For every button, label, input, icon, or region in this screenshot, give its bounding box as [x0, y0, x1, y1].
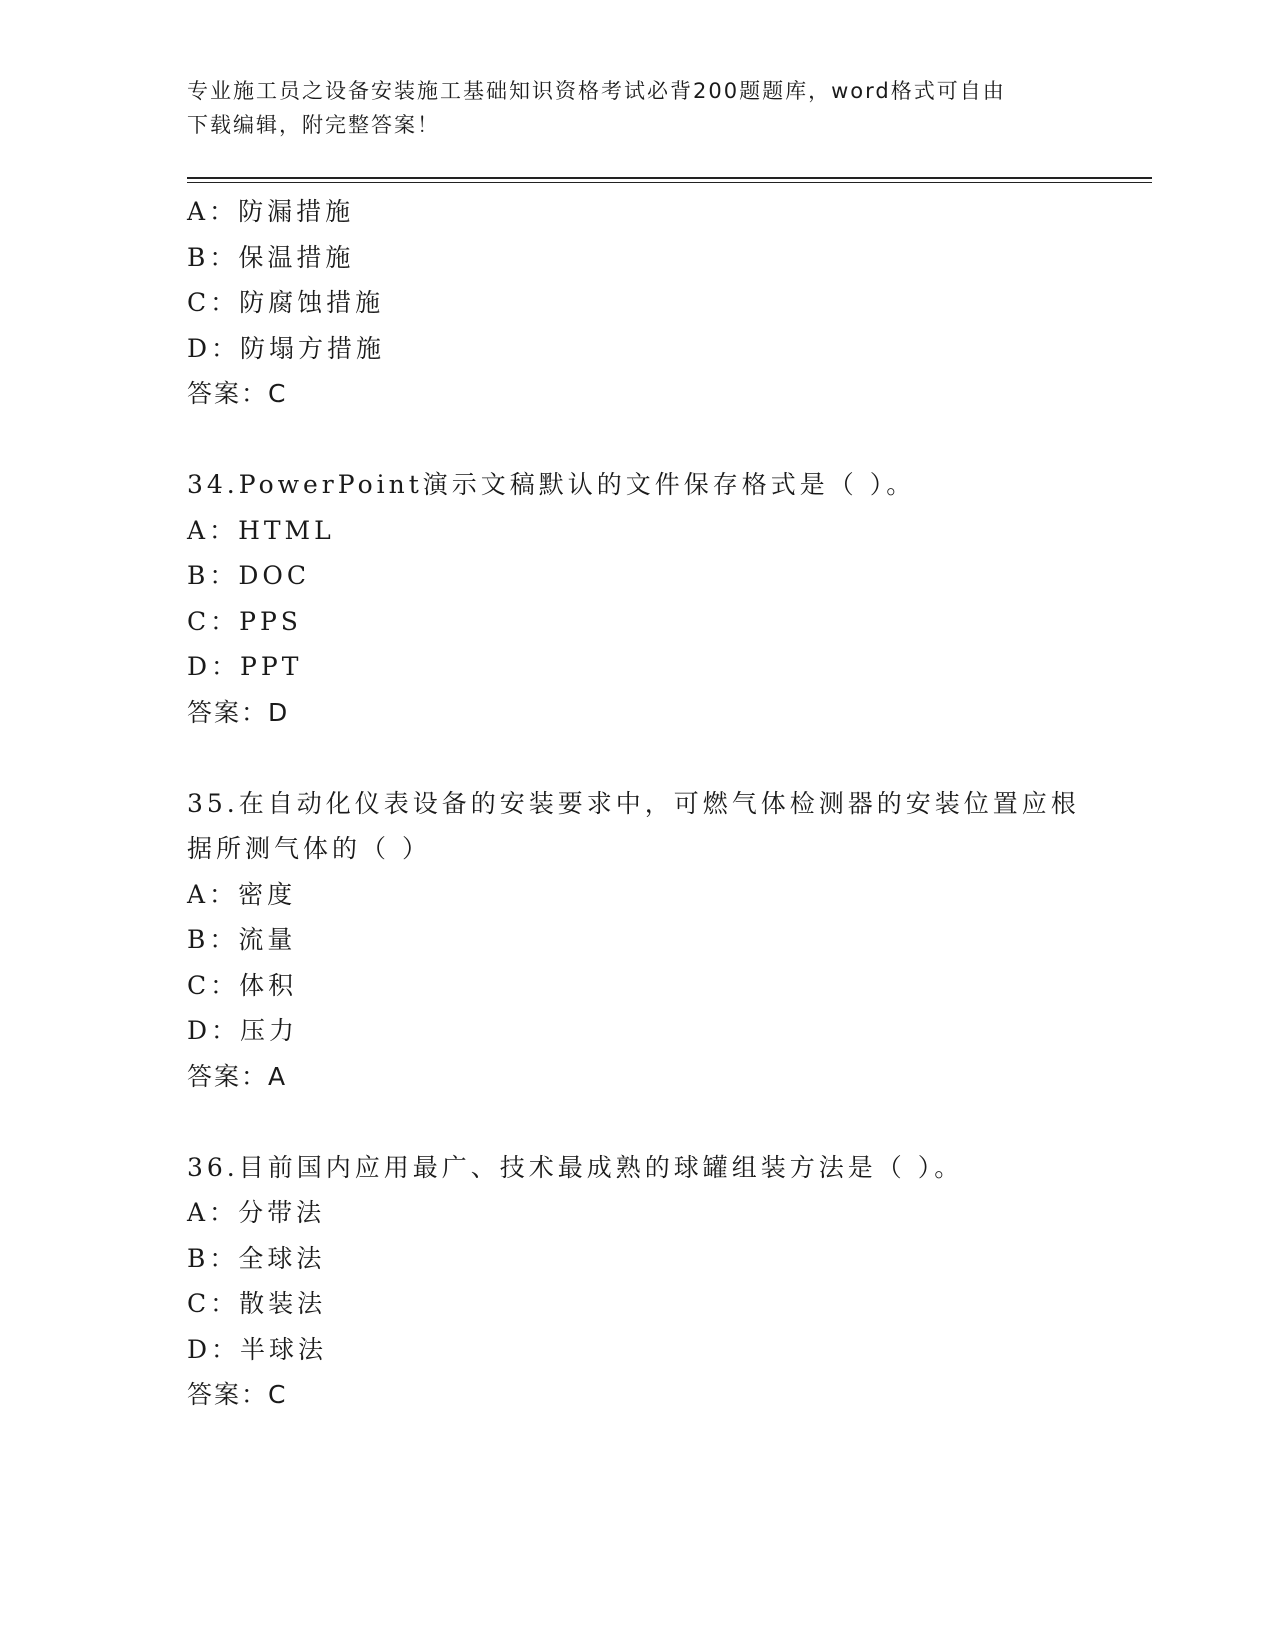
option-c: [187, 599, 1147, 645]
option-text: PPS: [239, 606, 302, 636]
answer-line: 答案：C: [187, 379, 288, 408]
header-title-line-1: 专业施工员之设备安装施工基础知识资格考试必背200题题库，word格式可自由: [187, 79, 1006, 103]
option-label: B：: [187, 1243, 239, 1273]
option-b: [187, 1236, 1147, 1282]
option-text: 全球法: [238, 1243, 326, 1273]
option-d: [187, 1327, 1147, 1373]
option-label: A：: [187, 515, 239, 545]
option-label: C：: [187, 1289, 240, 1318]
question-text-line-1: 35.在自动化仪表设备的安装要求中，可燃气体检测器的安装位置应根: [187, 788, 1080, 818]
option-text: 体积: [239, 970, 298, 1000]
header-title-line-2: 下载编辑，附完整答案！: [187, 113, 440, 137]
option-label: B：: [187, 561, 239, 590]
question-list: [187, 189, 1147, 1418]
spacer: [187, 735, 1147, 781]
question-block-33: [187, 189, 1147, 417]
option-label: A：: [187, 1198, 239, 1227]
question-text: 36.目前国内应用最广、技术最成熟的球罐组装方法是（ ）。: [187, 1152, 964, 1182]
option-text: 压力: [240, 1016, 299, 1045]
option-a: [187, 872, 1147, 918]
option-d: [187, 326, 1147, 372]
option-a: [187, 508, 1147, 554]
option-b: [187, 235, 1147, 281]
question-text-line-2: 据所测气体的（ ）: [187, 834, 431, 863]
answer-line: 答案：C: [187, 1380, 288, 1409]
option-label: D：: [187, 333, 241, 363]
option-label: C：: [187, 288, 240, 317]
question-block-35: [187, 781, 1147, 1100]
option-label: C：: [187, 606, 240, 636]
option-c: [187, 1281, 1147, 1327]
option-label: D：: [187, 1016, 241, 1045]
option-d: [187, 644, 1147, 690]
option-label: A：: [187, 197, 239, 226]
option-c: [187, 280, 1147, 326]
option-label: D：: [187, 1334, 241, 1364]
answer-line: 答案：A: [187, 1061, 288, 1091]
option-a: [187, 1190, 1147, 1236]
option-a: [187, 189, 1147, 235]
option-d: [187, 1008, 1147, 1054]
option-b: [187, 553, 1147, 599]
option-text: 半球法: [240, 1334, 328, 1364]
option-text: 保温措施: [238, 242, 355, 272]
option-label: A：: [187, 879, 239, 909]
option-text: PPT: [240, 652, 303, 681]
option-text: 流量: [238, 925, 297, 954]
option-b: [187, 917, 1147, 963]
question-block-34: [187, 462, 1147, 735]
option-label: B：: [187, 242, 239, 272]
option-text: 散装法: [239, 1289, 327, 1318]
answer-line: 答案：D: [187, 697, 290, 727]
question-block-36: [187, 1145, 1147, 1418]
option-text: DOC: [238, 561, 311, 590]
spacer: [187, 417, 1147, 463]
option-text: 分带法: [238, 1198, 326, 1227]
option-text: 防漏措施: [238, 197, 355, 226]
option-text: 防塌方措施: [240, 333, 386, 363]
option-c: [187, 963, 1147, 1009]
header-divider-thin: [187, 182, 1152, 183]
option-text: 防腐蚀措施: [239, 288, 385, 317]
option-label: C：: [187, 970, 240, 1000]
option-label: B：: [187, 925, 239, 954]
header-divider-thick: [187, 177, 1152, 179]
document-header: [187, 74, 1087, 142]
question-text: 34.PowerPoint演示文稿默认的文件保存格式是（ ）。: [187, 470, 916, 499]
option-text: 密度: [238, 879, 297, 909]
option-label: D：: [187, 652, 241, 681]
spacer: [187, 1099, 1147, 1145]
option-text: HTML: [238, 515, 335, 545]
